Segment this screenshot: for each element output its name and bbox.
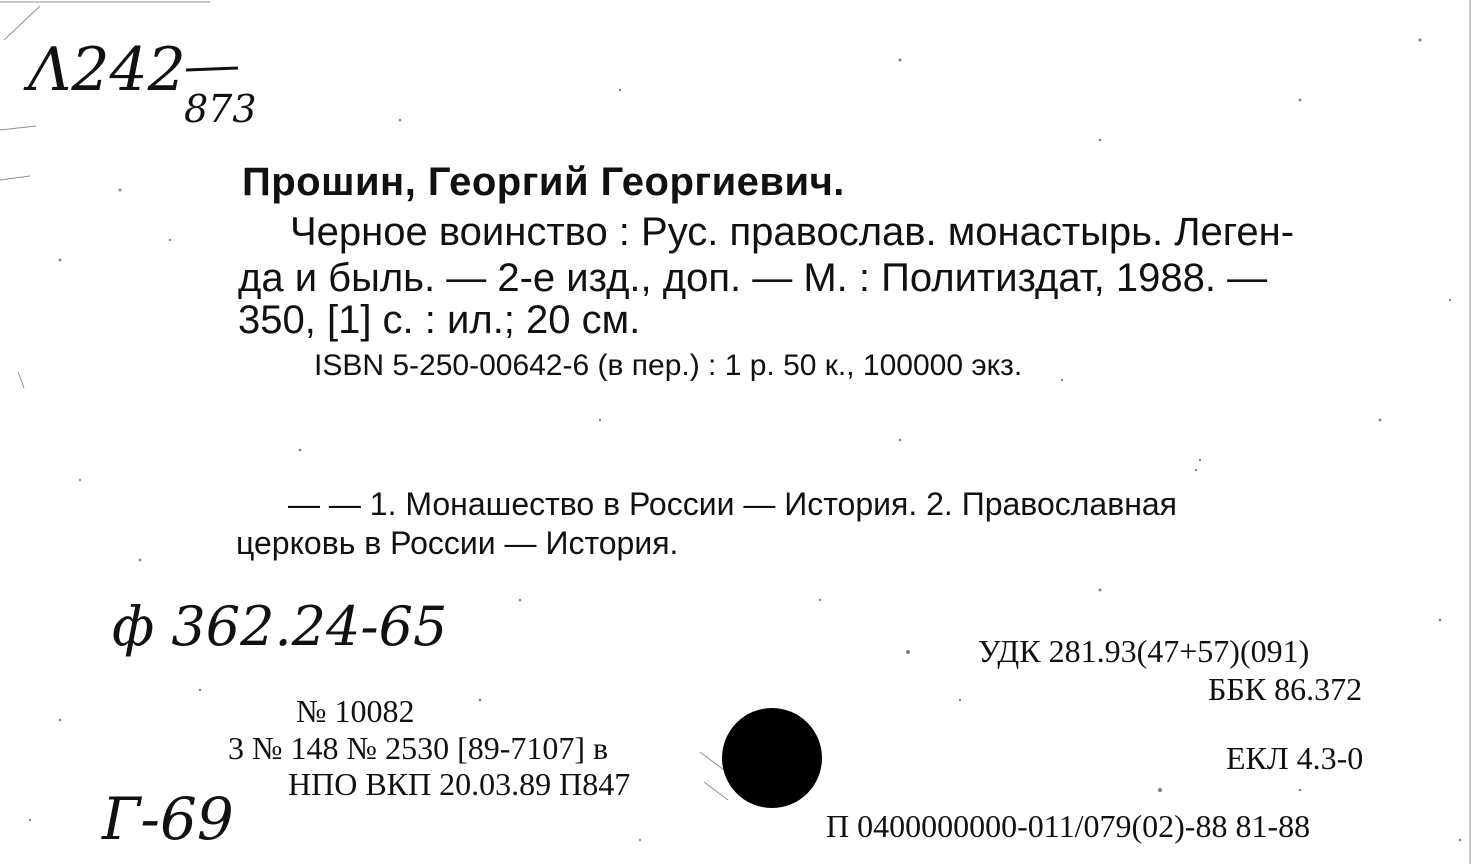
udk-code: УДК 281.93(47+57)(091) — [978, 633, 1310, 669]
ekl-code: ЕКЛ 4.3-0 — [1226, 740, 1364, 776]
subject-line-1: — — 1. Монашество в России — История. 2. Православная — [288, 486, 1177, 522]
handwritten-shelfmark-sub: 873 — [184, 87, 257, 131]
description-line-1: Черное воинство : Рус. православ. монастырь. Леген- — [290, 210, 1295, 254]
punch-hole — [722, 708, 822, 808]
description-line-2: да и быль. — 2-е изд., доп. — М. : Политиздат, 1988. — — [238, 256, 1268, 300]
description-line-3: 350, [1] с. : ил.; 20 см. — [238, 298, 641, 342]
isbn-line: ISBN 5-250-00642-6 (в пер.) : 1 р. 50 к., 100000 экз. — [314, 349, 1023, 382]
order-line: 3 № 148 № 2530 [89-7107] в — [228, 730, 609, 766]
handwritten-letter-code: Г-69 — [102, 785, 234, 853]
shelfmark-fraction-bar — [186, 66, 238, 74]
handwritten-shelfmark: Λ242 — [28, 35, 186, 105]
handwritten-fond-code: ф 362.24-65 — [112, 595, 448, 658]
npo-line: НПО ВКП 20.03.89 П847 — [288, 766, 631, 802]
subject-line-2: церковь в России — История. — [236, 525, 679, 561]
bbk-code: ББК 86.372 — [1208, 671, 1363, 707]
card-number: № 10082 — [296, 693, 415, 729]
author-heading: Прошин, Георгий Георгиевич. — [242, 160, 845, 204]
catalog-number: П 0400000000-011/079(02)-88 81-88 — [826, 808, 1311, 844]
